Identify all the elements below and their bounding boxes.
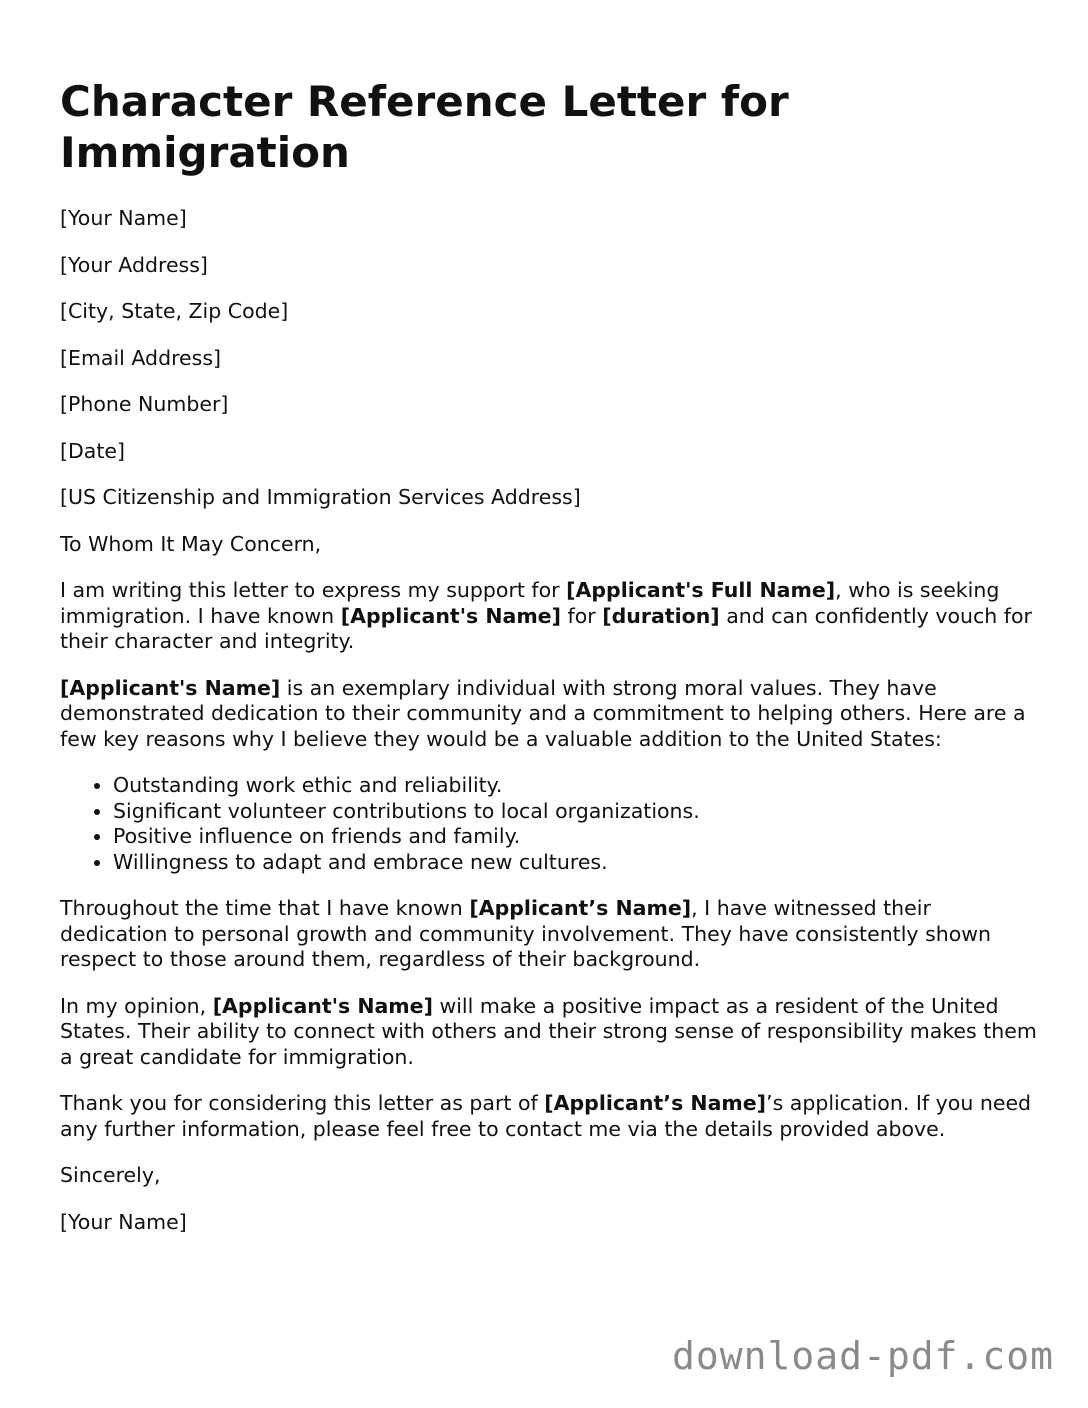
placeholder-name: [Applicant’s Name] xyxy=(544,1091,767,1115)
text-span: In my opinion, xyxy=(60,993,213,1018)
sender-name: [Your Name] xyxy=(60,206,187,230)
watermark: download-pdf.com xyxy=(671,1334,1054,1378)
list-item: • Positive influence on friends and family. xyxy=(113,824,1040,850)
page-title: Character Reference Letter for Immigration xyxy=(60,77,789,177)
text-span: , who is seeking immigration. I have known xyxy=(60,578,1000,628)
paragraph-intro xyxy=(60,578,1040,655)
text-span: Thank you for considering this letter as part of xyxy=(60,1091,545,1115)
placeholder-full-name: [Applicant's Full Name] xyxy=(566,578,836,602)
text-span: , I have witnessed their dedication to personal growth and community involvement. They have consistently shown respect to those around them, regardless of their background. xyxy=(60,896,992,971)
signature-name: [Your Name] xyxy=(60,1209,187,1234)
list-item: • Outstanding work ethic and reliability. xyxy=(113,773,1040,799)
closing: Sincerely, xyxy=(60,1163,161,1187)
sender-phone: [Phone Number] xyxy=(60,392,229,416)
paragraph-opinion xyxy=(60,994,1040,1071)
letter-page xyxy=(60,76,1040,1256)
list-item: • Significant volunteer contributions to local organizations. xyxy=(113,799,1040,825)
text-span: is an exemplary individual with strong moral values. They have demonstrated dedication to their community and a commitment to helping others. Here are a few key reasons why I believe they would be a valuable addition to the United States: xyxy=(60,675,1026,751)
text-span: will make a positive impact as a resident of the United States. Their ability to connect with others and their strong sense of responsibility makes them a great candidate for immigration. xyxy=(60,993,1037,1069)
placeholder-name: [Applicant’s Name] xyxy=(469,896,692,920)
sender-address: [Your Address] xyxy=(60,252,208,277)
salutation: To Whom It May Concern, xyxy=(60,531,322,556)
list-item: • Willingness to adapt and embrace new cultures. xyxy=(113,850,1040,876)
text-span: ’s application. If you need any further information, please feel free to contact me via the details provided above. xyxy=(60,1091,1032,1141)
text-span: for xyxy=(560,603,603,628)
text-span: and can confidently vouch for their character and integrity. xyxy=(60,603,1032,653)
placeholder-duration: [duration] xyxy=(602,603,720,628)
text-span: Throughout the time that I have known xyxy=(60,896,470,920)
placeholder-name: [Applicant's Name] xyxy=(340,603,561,628)
paragraph-thanks xyxy=(60,1091,1040,1142)
sender-email: [Email Address] xyxy=(60,345,222,370)
paragraph-observations xyxy=(60,896,1040,973)
reasons-list xyxy=(60,773,1040,875)
recipient-address: [US Citizenship and Immigration Services Address] xyxy=(60,485,581,509)
sender-city-state-zip: [City, State, Zip Code] xyxy=(60,299,289,323)
paragraph-character xyxy=(60,676,1040,753)
letter-date: [Date] xyxy=(60,438,125,463)
placeholder-name: [Applicant's Name] xyxy=(212,993,433,1018)
text-span: I am writing this letter to express my support for xyxy=(60,578,567,602)
placeholder-name: [Applicant's Name] xyxy=(60,675,281,700)
